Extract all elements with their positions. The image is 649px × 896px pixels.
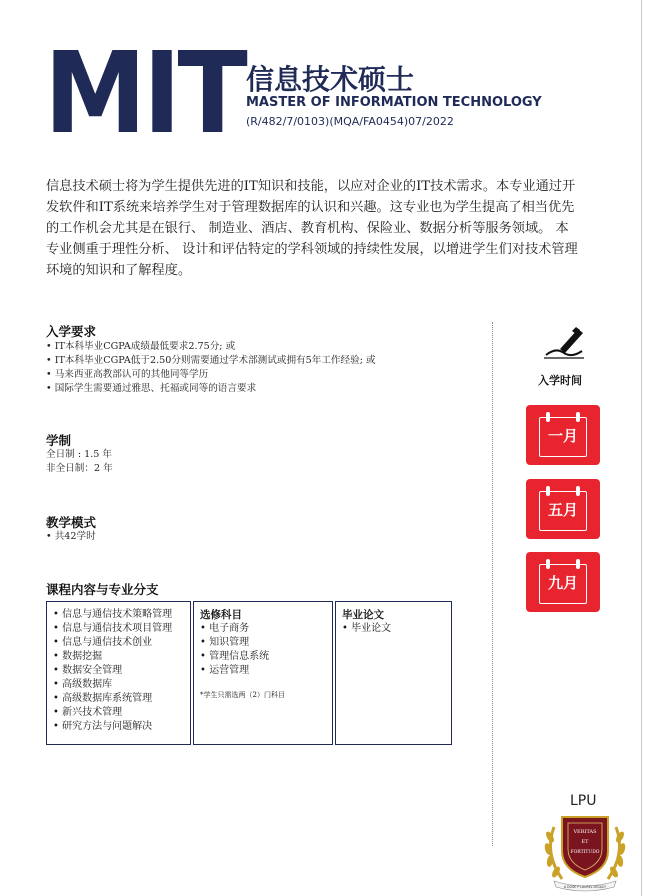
list-item: • 管理信息系统 <box>200 651 270 662</box>
list-item: • 数据挖掘 <box>53 651 103 662</box>
list-item: • 信息与通信技术项目管理 <box>53 623 173 634</box>
list-item: • IT本科毕业CGPA成绩最低要求2.75分; 或 <box>46 341 236 352</box>
intro-line: 信息技术硕士将为学生提供先进的IT知识和技能，以应对企业的IT技术需求。本专业通过开 <box>46 179 576 194</box>
intake-january <box>526 405 600 465</box>
list-item: • 运营管理 <box>200 665 250 676</box>
intro-line: 的工作机会尤其是在银行、 制造业、酒店、教育机构、保险业、数据分析等服务领域。 本 <box>46 221 569 236</box>
thesis-title: 毕业论文 <box>342 609 384 621</box>
list-item: • IT本科毕业CGPA低于2.50分则需要通过学术部测试或拥有5年工作经验; 或 <box>46 355 376 366</box>
page-border <box>641 0 642 896</box>
intake-september <box>526 552 600 612</box>
intro-line: 专业侧重于理性分析、 设计和评估特定的学科领域的持续性发展，以增进学生们对技术管理 <box>46 242 578 257</box>
column-divider <box>492 322 493 846</box>
accreditation-code: (R/482/7/0103)(MQA/FA0454)07/2022 <box>246 115 454 128</box>
intro-line: 发软件和IT系统来培养学生对于管理数据库的认识和兴趣。这专业也为学生提高了相当优先 <box>46 200 575 215</box>
svg-text:VERITAS: VERITAS <box>573 829 597 835</box>
signing-pen-icon <box>542 325 586 361</box>
list-item: • 数据安全管理 <box>53 665 123 676</box>
list-item: • 信息与通信技术策略管理 <box>53 609 173 620</box>
curriculum-title: 课程内容与专业分支 <box>46 582 159 597</box>
parttime-duration: 非全日制：2 年 <box>46 463 113 474</box>
lpu-name: LPU <box>570 793 597 809</box>
intro-paragraph <box>46 176 606 281</box>
electives-note: *学生只需选两（2）门科目 <box>200 691 285 699</box>
entry-requirements-list <box>46 340 376 396</box>
program-title-cn: 信息技术硕士 <box>246 63 415 96</box>
core-courses-box <box>46 601 191 745</box>
program-title-en: MASTER OF INFORMATION TECHNOLOGY <box>246 95 542 110</box>
electives-box <box>193 601 333 745</box>
teaching-mode-list <box>46 530 96 544</box>
intro-line: 环境的知识和了解程度。 <box>46 263 192 278</box>
list-item: • 新兴技术管理 <box>53 707 123 718</box>
intake-month: 五月 <box>547 501 578 519</box>
list-item: • 毕业论文 <box>342 623 392 634</box>
credit-hours: • 共42学时 <box>46 531 96 542</box>
intake-month: 一月 <box>547 427 578 445</box>
svg-text:A DOSE P LAUREL LEGACY: A DOSE P LAUREL LEGACY <box>563 885 607 889</box>
mit-logo-text: MIT <box>44 29 245 159</box>
duration-list <box>46 448 113 476</box>
list-item: • 国际学生需要通过雅思、托福或同等的语言要求 <box>46 383 257 394</box>
intake-may <box>526 479 600 539</box>
intake-label: 入学时间 <box>538 374 582 387</box>
list-item: • 研究方法与问题解决 <box>53 721 153 732</box>
teaching-mode-title: 教学模式 <box>46 515 97 530</box>
list-item: • 知识管理 <box>200 637 250 648</box>
entry-requirements-title: 入学要求 <box>46 324 97 339</box>
list-item: • 电子商务 <box>200 623 250 634</box>
list-item: • 高级数据库系统管理 <box>53 693 153 704</box>
duration-title: 学制 <box>46 433 72 448</box>
svg-text:ET: ET <box>581 839 589 845</box>
thesis-box <box>335 601 452 745</box>
list-item: • 高级数据库 <box>53 679 113 690</box>
svg-text:FORTITUDO: FORTITUDO <box>570 850 600 855</box>
electives-title: 选修科目 <box>200 609 242 621</box>
fulltime-duration: 全日制 : 1.5 年 <box>46 449 113 460</box>
list-item: • 马来西亚高教部认可的其他同等学历 <box>46 369 209 380</box>
lpu-crest-logo <box>540 793 630 893</box>
intake-month: 九月 <box>547 574 578 592</box>
list-item: • 信息与通信技术创业 <box>53 637 153 648</box>
